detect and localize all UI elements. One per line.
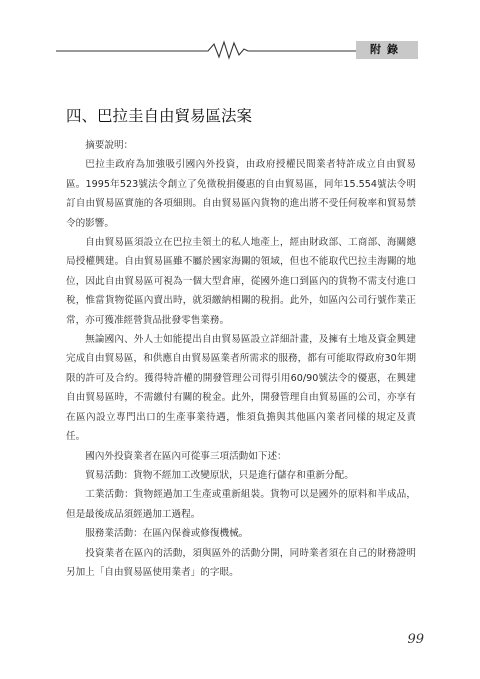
appendix-tab: 附錄 — [356, 41, 418, 59]
paragraph: 無論國內、外人士如能提出自由貿易區設立詳細計畫，及擁有土地及資金興建完成自由貿易區，和供應自由貿易區業者所需求的服務，都有可能取得政府30年期限的許可及合約。獲得特許權的開發管理公司得引用60/90號法令的優惠，在興建自由貿易區時，不需繳付有關的稅金。此外，開發管理自由貿易區的公司，亦享有在區內設立專門出口的生產事業待遇，惟須負擔與其他區內業者同樣的規定及責任。 — [66, 334, 416, 443]
paragraph: 服務業活動：在區內保養或修復機械。 — [85, 528, 249, 540]
paragraph-summary-label: 摘要說明： — [85, 140, 134, 151]
heartbeat-line-ornament — [56, 38, 356, 60]
paragraph: 自由貿易區須設立在巴拉圭領土的私人地產上，經由財政部、工商部、海關總局授權興建。自由貿易區雖不屬於國家海關的領域，但也不能取代巴拉圭海關的地位，因此自由貿易區可視為一個大型倉庫，從國外進口到區內的貨物不需支付進口稅，惟當貨物從區內賣出時，就須繳納相關的稅捐。此外，如區內公司行號作業正常，亦可獲准經營貨品批發零售業務。 — [66, 237, 416, 326]
running-header — [56, 38, 426, 60]
paragraph: 貿易活動：貨物不經加工改變原狀，只是進行儲存和重新分配。 — [85, 469, 354, 481]
paragraph: 工業活動：貨物經過加工生產或重新組裝。貨物可以是國外的原料和半成品，但是最後成品須經過加工過程。 — [66, 489, 416, 520]
body-text — [66, 136, 416, 582]
page-number: 99 — [407, 632, 424, 647]
paragraph: 國內外投資業者在區內可從事三項活動如下述： — [85, 450, 287, 462]
paragraph: 巴拉圭政府為加強吸引國內外投資，由政府授權民間業者特許成立自由貿易區。1995年523號法令創立了免徵稅捐優惠的自由貿易區，同年15.554號法令明訂自由貿易區實施的各項細則。自由貿易區內貨物的進出將不受任何稅率和貿易禁令的影響。 — [66, 159, 416, 229]
paragraph: 投資業者在區內的活動，須與區外的活動分開，同時業者須在自己的財務證明另加上「自由貿易區使用業者」的字眼。 — [66, 547, 416, 578]
section-title: 四、巴拉圭自由貿易區法案 — [66, 107, 253, 125]
